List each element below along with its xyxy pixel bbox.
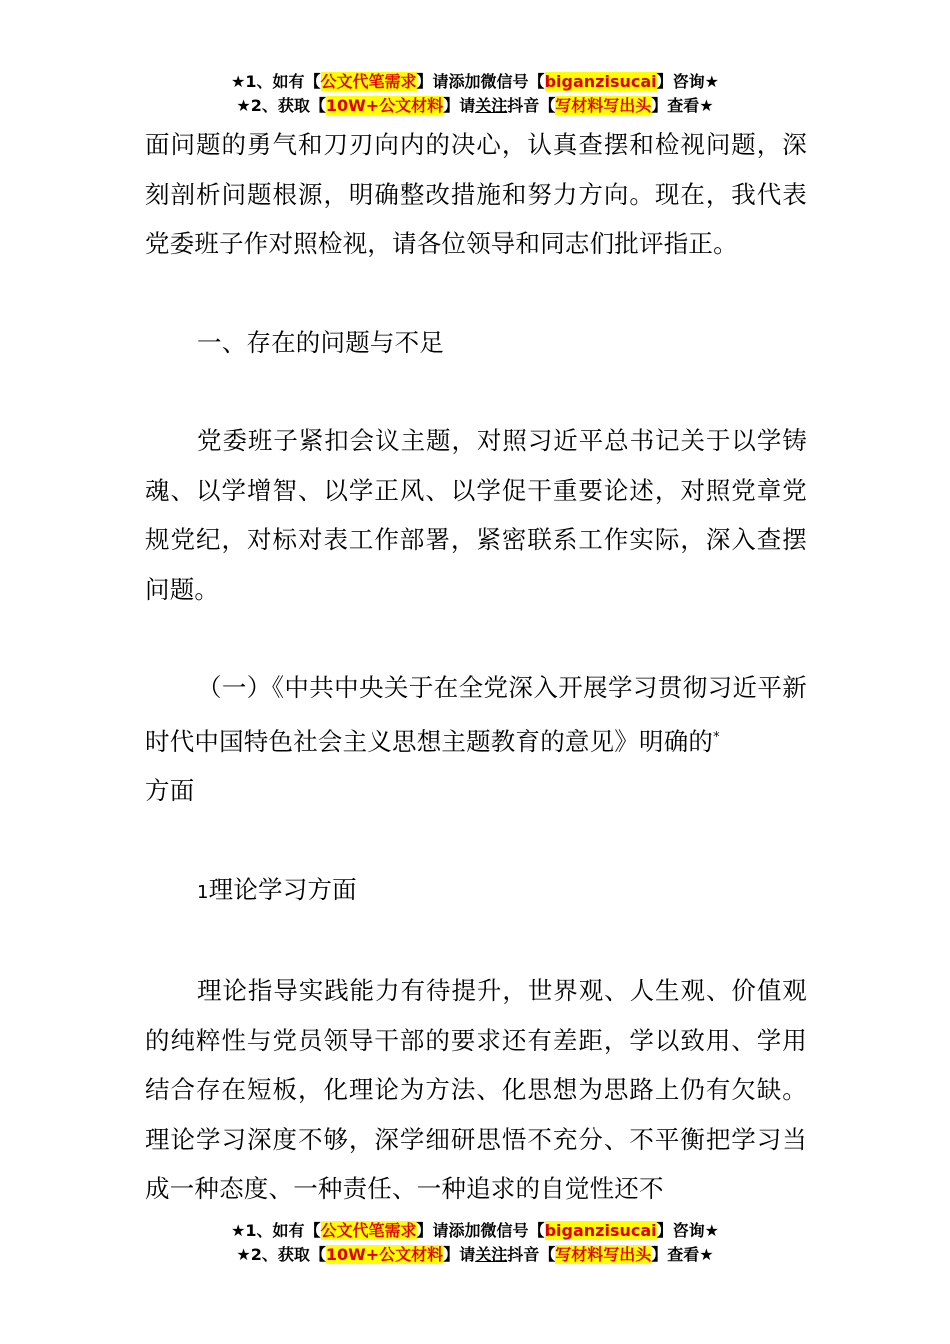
banner-text: 】咨询★	[656, 1221, 719, 1240]
banner-text: 】请添	[416, 72, 465, 91]
banner-text: 】查看★	[651, 1245, 714, 1264]
banner-text: ★1、如有【	[231, 1221, 321, 1240]
section-heading: 一、存在的问题与不足	[197, 327, 444, 357]
promo-banner-bottom-line-1	[0, 1219, 950, 1243]
banner-text: 加	[464, 72, 481, 91]
banner-text: ★2、获取【	[236, 96, 326, 115]
banner-text: 微信号【	[480, 1221, 545, 1240]
subsection-heading-text: （一）《中共中央关于在全党深入开展学习贯彻习近平新时代中国特色社会主义思想主题教育的意见》明确的	[145, 673, 807, 756]
item-paragraph: 理论指导实践能力有待提升，世界观、人生观、价值观的纯粹性与党员领导干部的要求还有差距，学以致用、学用结合存在短板，化理论为方法、化思想为思路上仍有欠缺。理论学习深度不够，深学细研思悟不充分、不平衡把学习当成一种态度、一种责任、一种追求的自觉性还不	[145, 976, 807, 1204]
banner-highlight: 公文代笔需求	[320, 1221, 417, 1240]
banner-highlight: 10W+公文材料	[325, 1245, 444, 1264]
intro-paragraph: 面问题的勇气和刀刃向内的决心，认真查摆和检视问题，深刻剖析问题根源，明确整改措施和努力方向。现在，我代表党委班子作对照检视，请各位领导和同志们批评指正。	[145, 130, 807, 258]
promo-banner-top-line-2	[0, 94, 950, 118]
banner-text: 】请	[443, 96, 476, 115]
banner-douyin-id: 写材料写出头	[555, 96, 652, 115]
banner-douyin-id: 写材料写出头	[555, 1245, 652, 1264]
banner-highlight: 10W+公文材料	[325, 96, 444, 115]
subsection-heading-mark: *	[713, 729, 720, 745]
item-heading-text: 理论学习方面	[208, 874, 357, 904]
item-number: 1	[197, 881, 209, 903]
banner-text: ★1、如有【	[231, 72, 321, 91]
banner-wechat-id: biganzisucai	[544, 1221, 657, 1240]
banner-text: 关注	[475, 96, 508, 115]
promo-banner-top-line-1	[0, 70, 950, 94]
banner-text: ★2、获取【	[236, 1245, 326, 1264]
banner-highlight: 公文代笔需求	[320, 72, 417, 91]
banner-text: 微信号【	[480, 72, 545, 91]
banner-text: 】查看★	[651, 96, 714, 115]
item-heading	[145, 865, 807, 918]
banner-text: 】请添	[416, 1221, 465, 1240]
banner-text: 抖音【	[507, 1245, 556, 1264]
banner-text: 】咨询★	[656, 72, 719, 91]
banner-text: 加	[464, 1221, 481, 1240]
promo-banner-bottom-line-2	[0, 1243, 950, 1267]
subsection-heading	[145, 663, 807, 816]
banner-text: 关注	[475, 1245, 508, 1264]
banner-wechat-id: biganzisucai	[544, 72, 657, 91]
banner-text: 】请	[443, 1245, 476, 1264]
document-body	[145, 120, 807, 1214]
section-paragraph: 党委班子紧扣会议主题，对照习近平总书记关于以学铸魂、以学增智、以学正风、以学促干重要论述，对照党章党规党纪，对标对表工作部署，紧密联系工作实际，深入查摆问题。	[145, 426, 807, 604]
banner-text: 抖音【	[507, 96, 556, 115]
subsection-heading-tail: 方面	[145, 776, 195, 806]
